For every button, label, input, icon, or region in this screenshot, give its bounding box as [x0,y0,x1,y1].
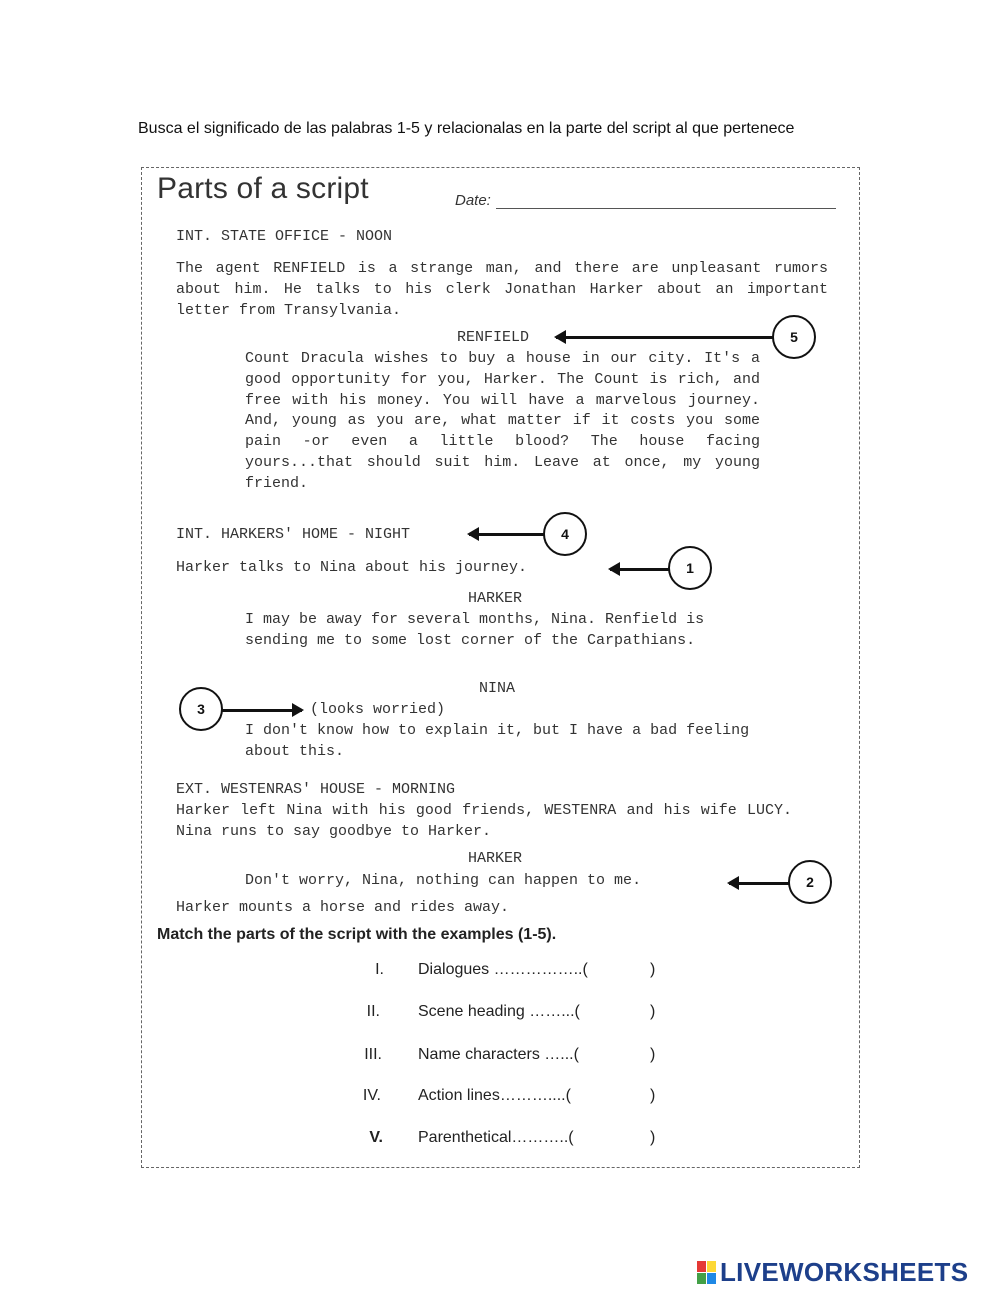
scene-heading-1: INT. STATE OFFICE - NOON [176,228,393,245]
match-answer-blank[interactable]: ) [650,1003,656,1020]
character-name-harker: HARKER [468,590,523,607]
date-line [496,208,836,209]
match-item [142,1129,861,1151]
action-line-2: Harker talks to Nina about his journey. [176,559,528,576]
match-numeral: V. [369,1129,383,1146]
callout-1: 1 [668,546,712,590]
match-numeral: III. [364,1046,382,1063]
callout-4: 4 [543,512,587,556]
worksheet-title: Parts of a script [157,172,369,205]
callout-3: 3 [179,687,223,731]
match-label: Scene heading ……...( [418,1003,580,1020]
dialogue-nina: I don't know how to explain it, but I have a bad feeling about this. [245,722,750,760]
instructions-text: Busca el significado de las palabras 1-5 y relacionalas en la parte del script al que pertenece [138,120,795,137]
match-heading: Match the parts of the script with the examples (1-5). [157,926,557,943]
arrow-4 [469,533,545,536]
arrow-2 [729,882,789,885]
logo-text: LIVEWORKSHEETS [720,1257,969,1287]
match-numeral: IV. [362,1087,381,1104]
match-item [142,1046,861,1068]
callout-5: 5 [772,315,816,359]
match-answer-blank[interactable]: ) [650,961,656,978]
match-answer-blank[interactable]: ) [650,1046,656,1063]
match-label: Dialogues ……………..( [418,961,588,978]
scene-heading-2: INT. HARKERS' HOME - NIGHT [176,526,411,543]
match-label: Parenthetical………..( [418,1129,574,1146]
match-label: Name characters …...( [418,1046,579,1063]
match-item [142,961,861,983]
match-answer-blank[interactable]: ) [650,1129,656,1146]
worksheet [141,167,860,1168]
character-name-renfield: RENFIELD [457,329,530,346]
action-line-3: Harker left Nina with his good friends, WESTENRA and his wife LUCY. Nina runs to say goodbye to Harker. [176,802,792,840]
liveworksheets-logo[interactable] [697,1257,968,1288]
match-item [142,1087,861,1109]
callout-2: 2 [788,860,832,904]
action-line-final: Harker mounts a horse and rides away. [176,899,510,916]
logo-mark-icon [697,1261,716,1284]
character-name-nina: NINA [479,680,516,697]
scene-heading-3: EXT. WESTENRAS' HOUSE - MORNING [176,781,456,798]
match-numeral: I. [375,961,384,978]
match-item [142,1003,861,1025]
match-label: Action lines………....( [418,1087,571,1104]
dialogue-harker: I may be away for several months, Nina. Renfield is sending me to some lost corner of the Carpathians. [245,611,705,649]
arrow-5 [556,336,774,339]
arrow-1 [610,568,670,571]
dialogue-renfield: Count Dracula wishes to buy a house in our city. It's a good opportunity for you, Harker. The Count is rich, and free with his money. You will have a marvelous journey. And, young as you are, what matter if it costs you some pain -or even a little blood? The house facing yours...that should suit him. Leave at once, my young friend. [245,350,760,492]
dialogue-harker-2: Don't worry, Nina, nothing can happen to me. [245,872,642,889]
arrow-3 [222,709,302,712]
parenthetical-nina: (looks worried) [310,701,446,718]
character-name-harker-2: HARKER [468,850,523,867]
action-line-1: The agent RENFIELD is a strange man, and there are unpleasant rumors about him. He talks to his clerk Jonathan Harker about an important letter from Transylvania. [176,260,828,319]
match-answer-blank[interactable]: ) [650,1087,656,1104]
match-numeral: II. [366,1003,380,1020]
date-label: Date: [455,192,491,209]
